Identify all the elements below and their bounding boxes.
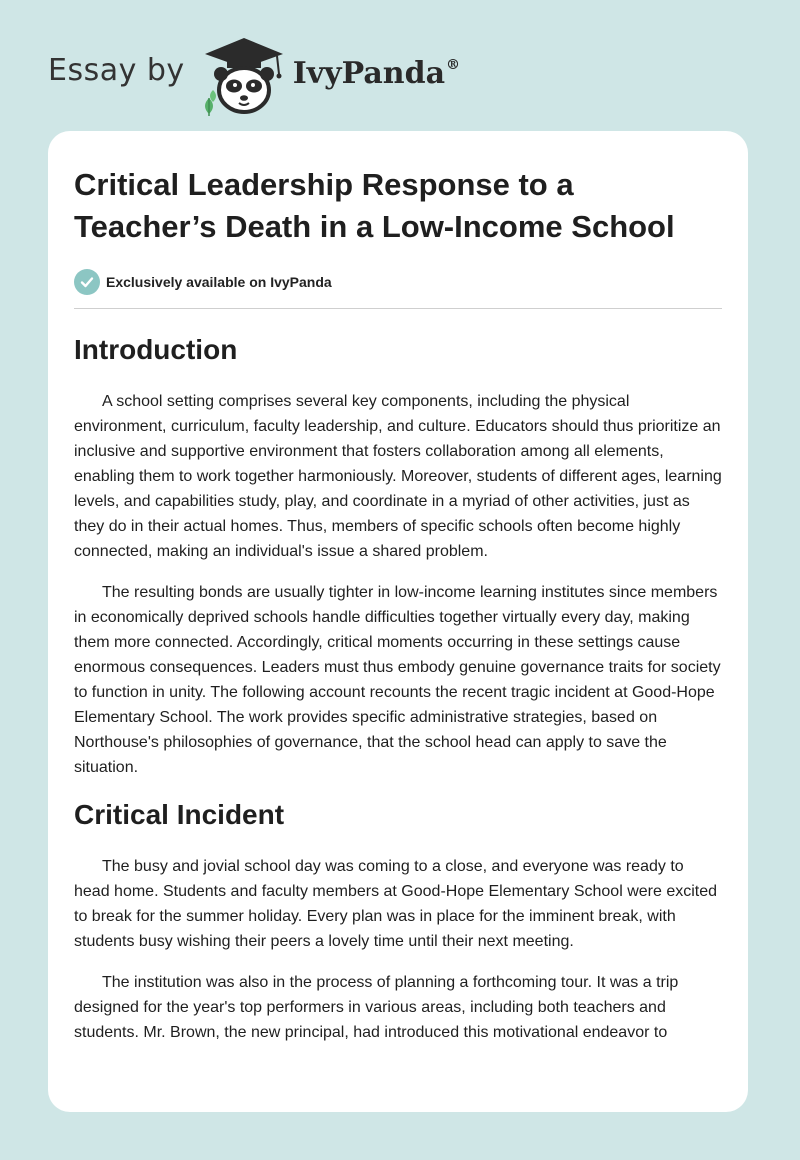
exclusive-label: Exclusively available on IvyPanda [106,274,332,290]
section-introduction [74,331,722,780]
essay-by-label: Essay by [48,52,185,88]
essay-card [48,131,748,1112]
section-heading: Critical Incident [74,799,285,830]
paragraph: The institution was also in the process of planning a forthcoming tour. It was a trip designed for the year's top performers in various areas, including both teachers and students. Mr. Brown, the new principal, had introduced this motivational endeavor to [74,974,679,1041]
divider [74,308,722,309]
section-heading: Introduction [74,334,238,365]
section-critical-incident [74,796,722,1045]
site-header [48,30,460,120]
paragraph: A school setting comprises several key components, including the physical environment, curriculum, faculty leadership, and culture. Educators should thus prioritize an inclusive and supportive environment that fosters collaboration among all elements, enabling them to work together harmoniously. Moreover, students of different ages, learning levels, and capabilities study, play, and coordinate in a myriad of other activities, just as they do in their actual homes. Thus, members of specific schools often become highly connected, making an individual's issue a shared problem. [74,393,722,560]
check-icon [74,269,100,295]
exclusive-badge [74,268,722,296]
essay-title-line-2: Teacher’s Death in a Low-Income School [74,209,675,244]
paragraph: The resulting bonds are usually tighter in low-income learning institutes since members in economically deprived schools handle difficulties together virtually every day, making them more connected. Accordingly, critical moments occurring in these settings cause enormous consequences. Leaders must thus embody genuine governance traits for society to function in unity. The following account recounts the recent tragic incident at Good-Hope Elementary School. The work provides specific administrative strategies, based on Northouse's philosophies of governance, that the school head can apply to save the situation. [74,584,721,776]
panda-graduate-icon[interactable] [199,34,289,116]
paragraph: The busy and jovial school day was coming to a close, and everyone was ready to head home. Students and faculty members at Good-Hope Elementary School were excited to break for the summer holiday. Every plan was in place for the imminent break, with students busy wishing their peers a lovely time until their next meeting. [74,858,718,950]
brand-name[interactable] [293,56,460,91]
essay-title [74,164,722,248]
essay-title-line-1: Critical Leadership Response to a [74,167,574,202]
registered-mark: ® [446,56,461,73]
brand-text: IvyPanda [292,55,446,91]
